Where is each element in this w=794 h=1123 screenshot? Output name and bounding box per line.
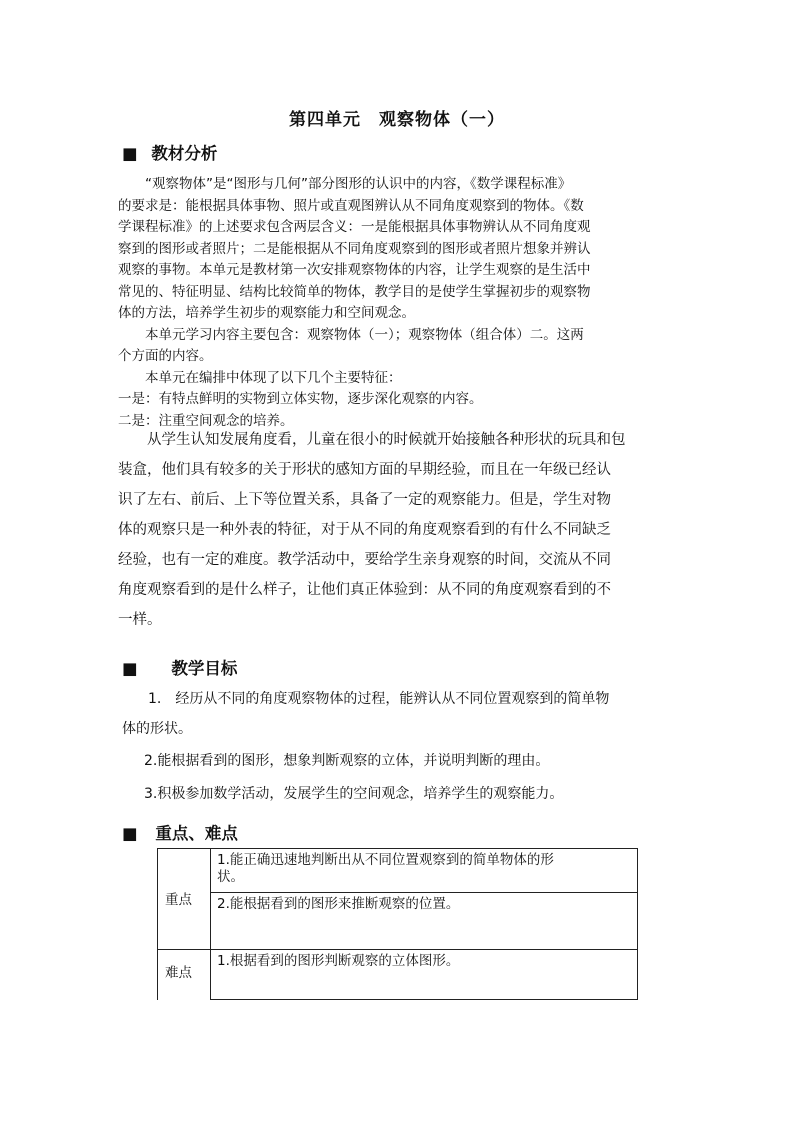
table-cell [217, 852, 554, 886]
text-line: 一样。 [118, 612, 162, 628]
table-cell: 1.根据看到的图形判断观察的立体图形。 [217, 953, 460, 969]
student-analysis-paragraph [118, 425, 678, 635]
text-line: 本单元在编排中体现了以下几个主要特征： [118, 369, 402, 386]
text-line: 二是：注重空间观念的培养。 [118, 412, 294, 429]
row-label-key: 重点 [165, 892, 192, 908]
table-cell: 2.能根据看到的图形来推断观察的位置。 [217, 896, 460, 912]
page-title: 第四单元 观察物体（一） [289, 110, 505, 130]
table-border-top [157, 848, 638, 849]
table-column-divider [210, 848, 211, 1000]
table-border-left [157, 848, 158, 1000]
text-line: 角度观察看到的是什么样子，让他们真正体验到：从不同的角度观察看到的不 [118, 582, 611, 598]
section-heading-key-points [122, 820, 238, 844]
table-border-bottom [210, 999, 638, 1000]
goal-item: 3.积极参加数学活动，发展学生的空间观念，培养学生的观察能力。 [144, 786, 564, 802]
text-line: 一是：有特点鲜明的实物到立体实物，逐步深化观察的内容。 [118, 391, 483, 407]
section-heading-analysis [122, 140, 217, 164]
bullet-square-icon: ■ [122, 659, 138, 678]
text-line: 识了左右、前后、上下等位置关系，具备了一定的观察能力。但是，学生对物 [118, 492, 611, 508]
goal-item-continued: 体的形状。 [122, 721, 192, 737]
text-line: 个方面的内容。 [118, 348, 213, 364]
key-points-table [157, 848, 638, 1000]
text-line: 从学生认知发展角度看，儿童在很小的时候就开始接触各种形状的玩具和包 [118, 432, 626, 448]
text-line: 经验，也有一定的难度。教学活动中，要给学生亲身观察的时间，交流从不同 [118, 552, 611, 568]
goal-item: 2.能根据看到的图形，想象判断观察的立体，并说明判断的理由。 [144, 753, 550, 769]
text-line: 观察的事物。本单元是教材第一次安排观察物体的内容，让学生观察的是生活中 [118, 262, 591, 278]
bullet-square-icon: ■ [122, 824, 138, 843]
table-row-divider [157, 949, 638, 950]
text-line: 本单元学习内容主要包含：观察物体（一）；观察物体（组合体）二。这两 [118, 326, 584, 343]
text-line: 体的观察只是一种外表的特征，对于从不同的角度观察看到的有什么不同缺乏 [118, 522, 611, 538]
text-line: 的要求是：能根据具体事物、照片或直观图辨认从不同角度观察到的物体。《数 [118, 197, 584, 214]
goal-item: 1. 经历从不同的角度观察物体的过程，能辨认从不同位置观察到的简单物 [148, 691, 610, 707]
text-line: 察到的图形或者照片；二是能根据从不同角度观察到的图形或者照片想象并辨认 [118, 240, 591, 257]
table-border-right [637, 848, 638, 1000]
text-line: 常见的、特征明显、结构比较简单的物体，教学目的是使学生掌握初步的观察物 [118, 283, 591, 300]
text-line: 体的方法，培养学生初步的观察能力和空间观念。 [118, 305, 415, 321]
cell-text-line: 状。 [217, 869, 244, 885]
section-heading-goals [122, 655, 237, 679]
cell-text-line: 1.能正确迅速地判断出从不同位置观察到的简单物体的形 [217, 852, 554, 868]
text-line: “观察物体”是“图形与几何”部分图形的认识中的内容，《数学课程标准》 [118, 176, 572, 192]
text-line: 装盒，他们具有较多的关于形状的感知方面的早期经验，而且在一年级已经认 [118, 462, 611, 478]
analysis-paragraphs [118, 174, 678, 432]
bullet-square-icon: ■ [122, 144, 138, 163]
table-row-divider [210, 892, 638, 893]
section-title: 教学目标 [171, 659, 238, 678]
text-line: 学课程标准》的上述要求包含两层含义：一是能根据具体事物辨认从不同角度观 [118, 219, 591, 235]
section-title: 教材分析 [151, 144, 218, 163]
section-title: 重点、难点 [155, 824, 238, 843]
row-label-difficulty: 难点 [165, 965, 192, 981]
